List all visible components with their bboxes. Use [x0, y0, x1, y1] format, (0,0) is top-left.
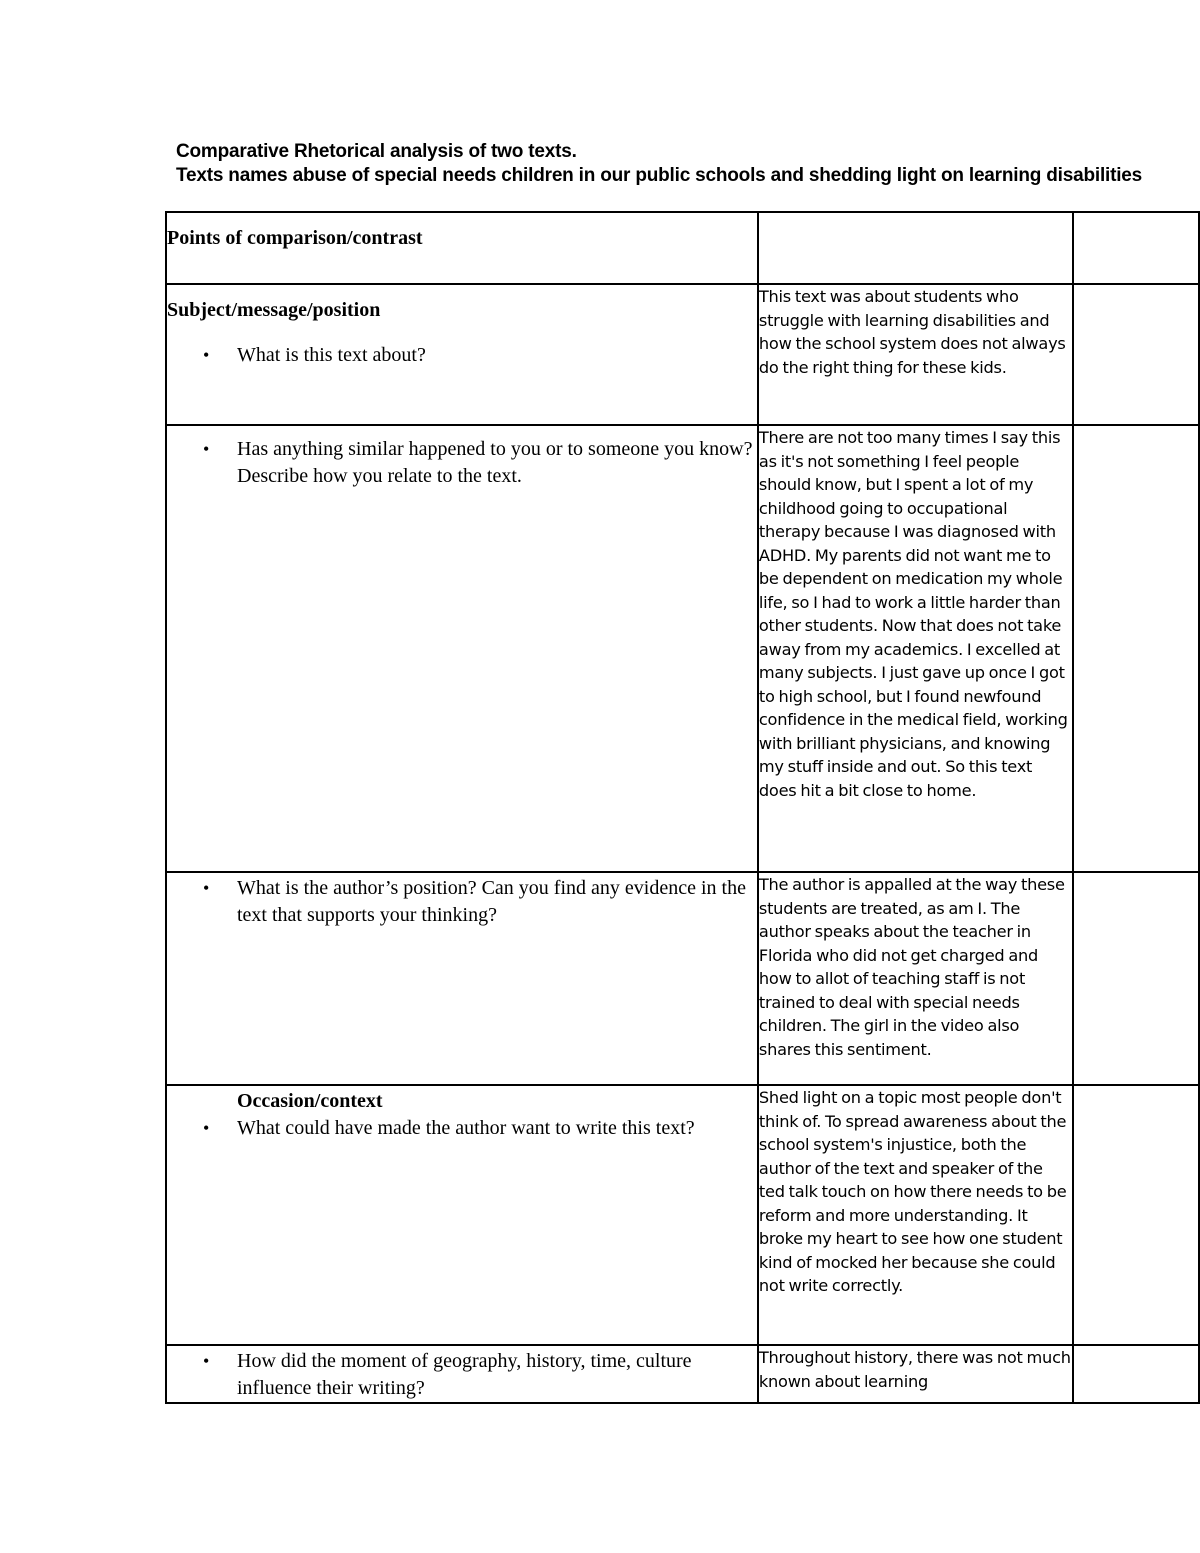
answer-cell: This text was about students who struggle with learning disabilities and how the school system does not always do the right thing for these kids. [758, 284, 1073, 425]
table-row [166, 425, 1199, 872]
question-text: What is this text about? [237, 344, 426, 366]
question-cell [166, 425, 758, 872]
title-line-1: Comparative Rhetorical analysis of two texts. [176, 141, 577, 162]
table-row [166, 1345, 1199, 1403]
comparison-table [165, 211, 1200, 1404]
answer-cell-text-2 [1073, 284, 1199, 425]
bullet-icon: • [203, 878, 210, 898]
answer-cell: Throughout history, there was not much known about learning [758, 1345, 1073, 1403]
bullet-icon: • [203, 1118, 210, 1138]
question-cell [166, 872, 758, 1085]
question-cell [166, 284, 758, 425]
question-cell [166, 1345, 758, 1403]
row-heading: Subject/message/position [167, 299, 381, 321]
answer-cell-text-2 [1073, 1085, 1199, 1345]
table-row [166, 1085, 1199, 1345]
question-item [203, 1115, 757, 1142]
table-row [166, 872, 1199, 1085]
bullet-icon: • [203, 439, 210, 459]
header-cell-points [166, 212, 758, 284]
question-text: Has anything similar happened to you or to someone you know? Describe how you relate to the text. [237, 438, 753, 487]
bullet-icon: • [203, 345, 210, 365]
header-cell-text-2 [1073, 212, 1199, 284]
question-item [203, 436, 757, 490]
answer-cell-text-2 [1073, 425, 1199, 872]
row-heading: Occasion/context [237, 1090, 383, 1112]
answer-cell-text-2 [1073, 1345, 1199, 1403]
title-line-2: Texts names abuse of special needs children in our public schools and shedding light on learning disabilities [176, 165, 1143, 186]
table-header-row [166, 212, 1199, 284]
document-title [176, 140, 1176, 188]
question-item [203, 1348, 757, 1402]
answer-cell: There are not too many times I say this as it's not something I feel people should know, but I spent a lot of my childhood going to occupational therapy because I was diagnosed with ADHD. My parents did not want me to be dependent on medication my whole life, so I had to work a little harder than other students. Now that does not take away from my academics. I excelled at many subjects. I just gave up once I got to high school, but I found newfound confidence in the medical field, working with brilliant physicians, and knowing my stuff inside and out. So this text does hit a bit close to home. [758, 425, 1073, 872]
header-label: Points of comparison/contrast [167, 227, 423, 249]
answer-cell-text-2 [1073, 872, 1199, 1085]
answer-cell: The author is appalled at the way these students are treated, as am I. The author speaks about the teacher in Florida who did not get charged and how to allot of teaching staff is not trained to deal with special needs children. The girl in the video also shares this sentiment. [758, 872, 1073, 1085]
header-cell-text-1 [758, 212, 1073, 284]
question-text: How did the moment of geography, history, time, culture influence their writing? [237, 1350, 692, 1399]
question-item [203, 342, 757, 369]
question-text: What could have made the author want to write this text? [237, 1117, 695, 1139]
bullet-icon: • [203, 1351, 210, 1371]
answer-cell: Shed light on a topic most people don't think of. To spread awareness about the school system's injustice, both the author of the text and speaker of the ted talk touch on how there needs to be reform and more understanding. It broke my heart to see how one student kind of mocked her because she could not write correctly. [758, 1085, 1073, 1345]
question-cell [166, 1085, 758, 1345]
question-item [203, 875, 757, 929]
question-text: What is the author’s position? Can you find any evidence in the text that supports your thinking? [237, 877, 746, 926]
table-row [166, 284, 1199, 425]
